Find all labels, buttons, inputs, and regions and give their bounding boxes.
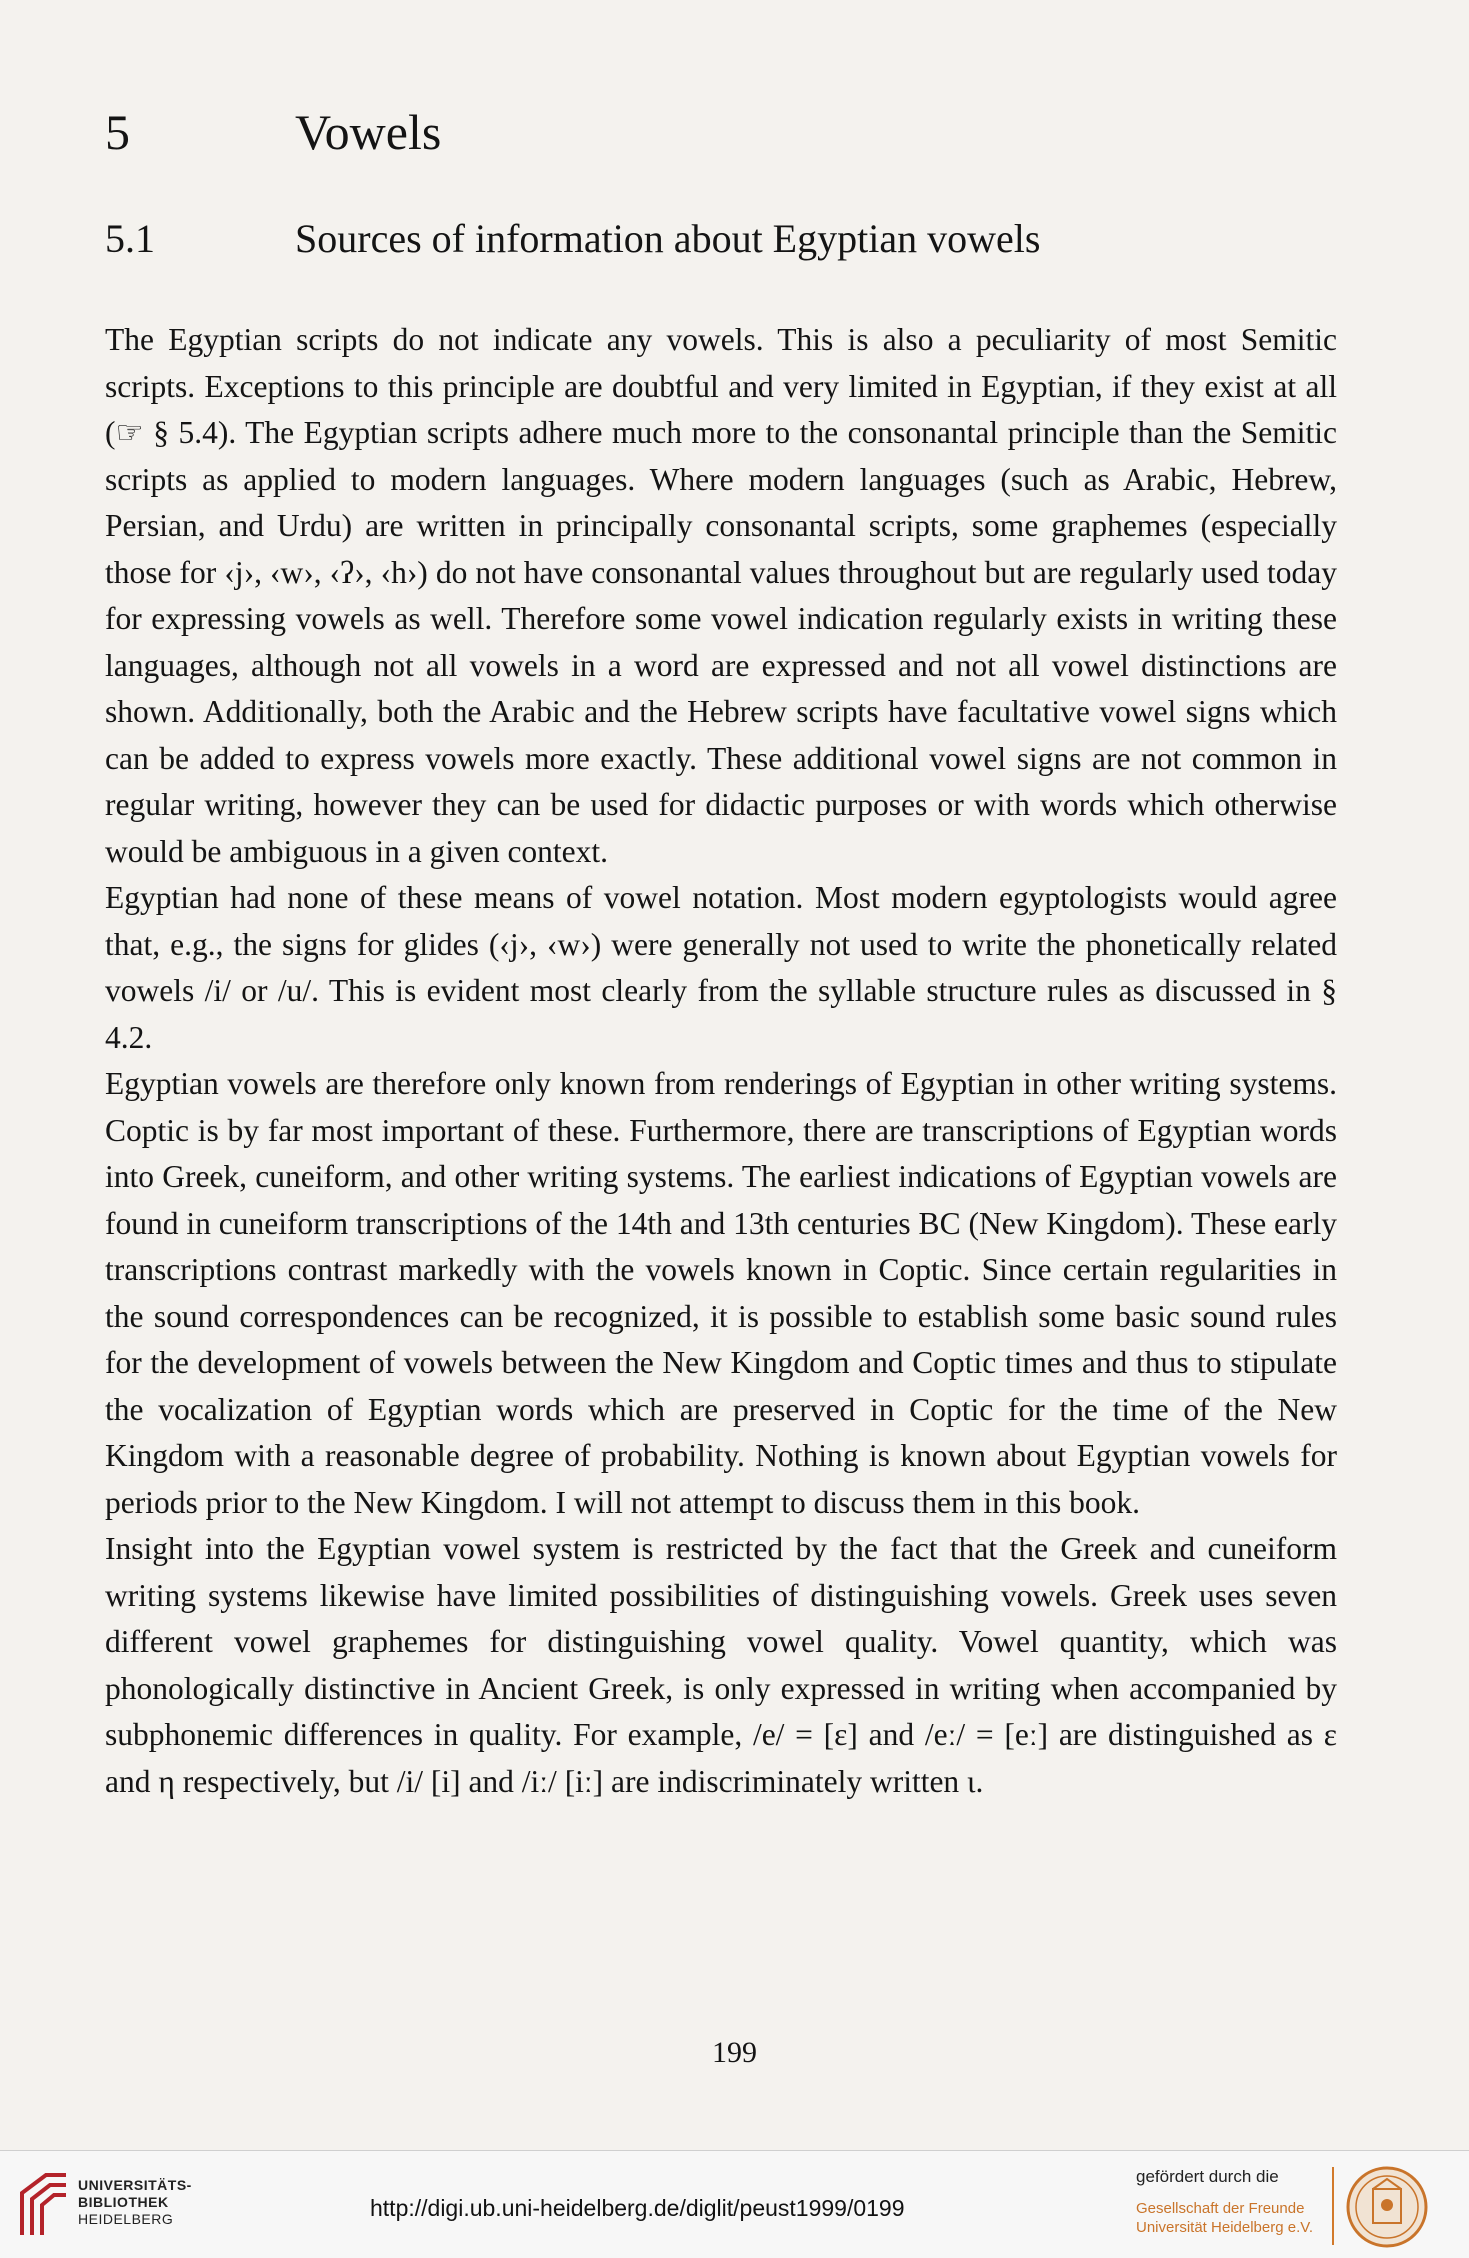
funded-by-label: gefördert durch die <box>1136 2167 1279 2186</box>
digitization-footer <box>0 2150 1469 2258</box>
paragraph: Insight into the Egyptian vowel system is restricted by the fact that the Greek and cuneiform writing systems likewise have limited possibilities of distinguishing vowels. Greek uses seven different vowel graphemes for distinguishing vowel quality. Vowel quantity, which was phonologically distinctive in Ancient Greek, is only expressed in writing when accompanied by subphonemic differences in quality. For example, /e/ = [ɛ] and /eː/ = [eː] are distinguished as ε and η respectively, but /i/ [i] and /iː/ [iː] are indiscriminately written ι. <box>105 1531 1337 1799</box>
footer-divider <box>1332 2167 1334 2245</box>
chapter-number: 5 <box>105 104 130 160</box>
paragraph: The Egyptian scripts do not indicate any vowels. This is also a peculiarity of most Semitic scripts. Exceptions to this principle are doubtful and very limited in Egyptian, if they exist at all (☞ § 5.4). The Egyptian scripts adhere much more to the consonantal principle than the Semitic scripts as applied to modern languages. Where modern languages (such as Arabic, Hebrew, Persian, and Urdu) are written in principally consonantal scripts, some graphemes (especially those for ‹j›, ‹w›, ‹ʔ›, ‹h›) do not have consonantal values throughout but are regularly used today for expressing vowels as well. Therefore some vowel indication regularly exists in writing these languages, although not all vowels in a word are expressed and not all vowel distinctions are shown. Additionally, both the Arabic and the Hebrew scripts have facultative vowel signs which can be added to express vowels more exactly. These additional vowel signs are not common in regular writing, however they can be used for didactic purposes or with words which otherwise would be ambiguous in a given context. <box>105 322 1337 869</box>
section-heading <box>105 214 1040 264</box>
page-number: 199 <box>712 2036 757 2069</box>
permalink-url[interactable]: http://digi.ub.uni-heidelberg.de/diglit/peust1999/0199 <box>370 2195 905 2221</box>
library-line: UNIVERSITÄTS- <box>78 2177 192 2193</box>
library-name <box>78 2177 192 2228</box>
university-library-logo-icon <box>16 2169 70 2239</box>
society-name <box>1136 2199 1313 2237</box>
chapter-title: Vowels <box>295 104 442 160</box>
society-line: Gesellschaft der Freunde <box>1136 2200 1305 2217</box>
university-seal-icon <box>1345 2165 1429 2249</box>
society-line: Universität Heidelberg e.V. <box>1136 2219 1314 2236</box>
chapter-heading <box>105 102 441 162</box>
library-line: HEIDELBERG <box>78 2211 174 2227</box>
library-line: BIBLIOTHEK <box>78 2194 169 2210</box>
section-number: 5.1 <box>105 216 155 261</box>
body-text <box>105 317 1337 1805</box>
paragraph: Egyptian vowels are therefore only known from renderings of Egyptian in other writing systems. Coptic is by far most important of these. Furthermore, there are transcriptions of Egyptian words into Greek, cuneiform, and other writing systems. The earliest indications of Egyptian vowels are found in cuneiform transcriptions of the 14th and 13th centuries BC (New Kingdom). These early transcriptions contrast markedly with the vowels known in Coptic. Since certain regularities in the sound correspondences can be recognized, it is possible to establish some basic sound rules for the development of vowels between the New Kingdom and Coptic times and thus to stipulate the vocalization of Egyptian words which are preserved in Coptic for the time of the New Kingdom with a reasonable degree of probability. Nothing is known about Egyptian vowels for periods prior to the New Kingdom. I will not attempt to discuss them in this book. <box>105 1066 1338 1520</box>
section-title: Sources of information about Egyptian vowels <box>295 216 1041 261</box>
paragraph: Egyptian had none of these means of vowel notation. Most modern egyptologists would agree that, e.g., the signs for glides (‹j›, ‹w›) were generally not used to write the phonetically related vowels /i/ or /u/. This is evident most clearly from the syllable structure rules as discussed in § 4.2. <box>105 880 1337 1055</box>
